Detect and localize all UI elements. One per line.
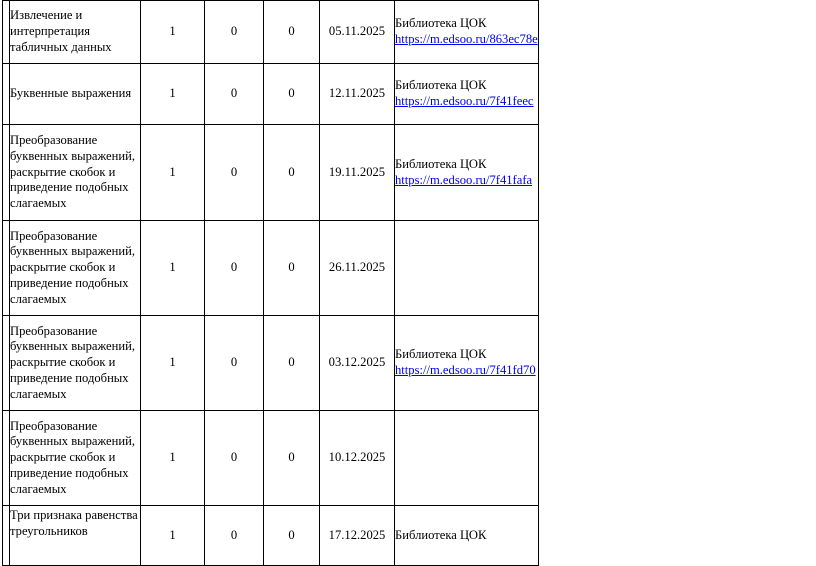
table-row — [3, 221, 539, 316]
resource-link[interactable]: https://m.edsoo.ru/7f41fd70 — [395, 363, 536, 377]
control-work-cell: 0 — [205, 411, 264, 506]
practical-work-cell: 0 — [264, 506, 320, 566]
practical-work-cell: 0 — [264, 411, 320, 506]
lesson-plan-body — [3, 1, 539, 566]
table-row — [3, 316, 539, 411]
date-cell: 12.11.2025 — [320, 64, 395, 125]
resource-label: Библиотека ЦОК — [395, 347, 487, 362]
control-work-cell: 0 — [205, 1, 264, 64]
topic-cell: Преобразование буквенных выражений, раскрытие скобок и приведение подобных слагаемых — [10, 411, 141, 506]
control-work-cell: 0 — [205, 125, 264, 221]
resource-cell — [395, 221, 539, 316]
row-number-cell — [3, 1, 10, 64]
row-number-cell — [3, 411, 10, 506]
hours-cell: 1 — [141, 125, 205, 221]
topic-cell: Извлечение и интерпретация табличных данных — [10, 1, 141, 64]
hours-cell: 1 — [141, 64, 205, 125]
control-work-cell: 0 — [205, 64, 264, 125]
resource-link[interactable]: https://m.edsoo.ru/7f41fafa — [395, 172, 533, 187]
resource-link[interactable]: https://m.edsoo.ru/7f41feec — [395, 94, 534, 108]
control-work-cell: 0 — [205, 506, 264, 566]
resource-label: Библиотека ЦОК — [395, 527, 487, 542]
table-row — [3, 64, 539, 125]
hours-cell: 1 — [141, 1, 205, 64]
topic-cell: Преобразование буквенных выражений, раскрытие скобок и приведение подобных слагаемых — [10, 316, 141, 411]
hours-cell: 1 — [141, 506, 205, 566]
practical-work-cell: 0 — [264, 125, 320, 221]
topic-cell: Три признака равенства треугольников — [10, 506, 141, 566]
control-work-cell: 0 — [205, 316, 264, 411]
hours-cell: 1 — [141, 221, 205, 316]
lesson-plan-table — [2, 0, 539, 566]
practical-work-cell: 0 — [264, 1, 320, 64]
resource-label: Библиотека ЦОК — [395, 78, 487, 93]
topic-cell: Преобразование буквенных выражений, раскрытие скобок и приведение подобных слагаемых — [10, 221, 141, 316]
resource-link[interactable]: https://m.edsoo.ru/863ec78e — [395, 32, 538, 46]
control-work-cell: 0 — [205, 221, 264, 316]
topic-cell: Буквенные выражения — [10, 64, 141, 125]
resource-cell — [395, 506, 539, 566]
date-cell: 10.12.2025 — [320, 411, 395, 506]
row-number-cell — [3, 221, 10, 316]
row-number-cell — [3, 316, 10, 411]
row-number-cell — [3, 64, 10, 125]
resource-cell — [395, 125, 539, 221]
practical-work-cell: 0 — [264, 316, 320, 411]
resource-label: Библиотека ЦОК — [395, 156, 487, 171]
table-row — [3, 411, 539, 506]
resource-cell — [395, 64, 539, 125]
hours-cell: 1 — [141, 411, 205, 506]
date-cell: 19.11.2025 — [320, 125, 395, 221]
date-cell: 05.11.2025 — [320, 1, 395, 64]
date-cell: 17.12.2025 — [320, 506, 395, 566]
resource-cell — [395, 1, 539, 64]
date-cell: 03.12.2025 — [320, 316, 395, 411]
practical-work-cell: 0 — [264, 221, 320, 316]
resource-cell — [395, 316, 539, 411]
row-number-cell — [3, 125, 10, 221]
table-row — [3, 125, 539, 221]
row-number-cell — [3, 506, 10, 566]
date-cell: 26.11.2025 — [320, 221, 395, 316]
topic-cell: Преобразование буквенных выражений, раскрытие скобок и приведение подобных слагаемых — [10, 125, 141, 221]
table-row — [3, 1, 539, 64]
resource-cell — [395, 411, 539, 506]
resource-label: Библиотека ЦОК — [395, 16, 487, 31]
practical-work-cell: 0 — [264, 64, 320, 125]
hours-cell: 1 — [141, 316, 205, 411]
table-row — [3, 506, 539, 566]
